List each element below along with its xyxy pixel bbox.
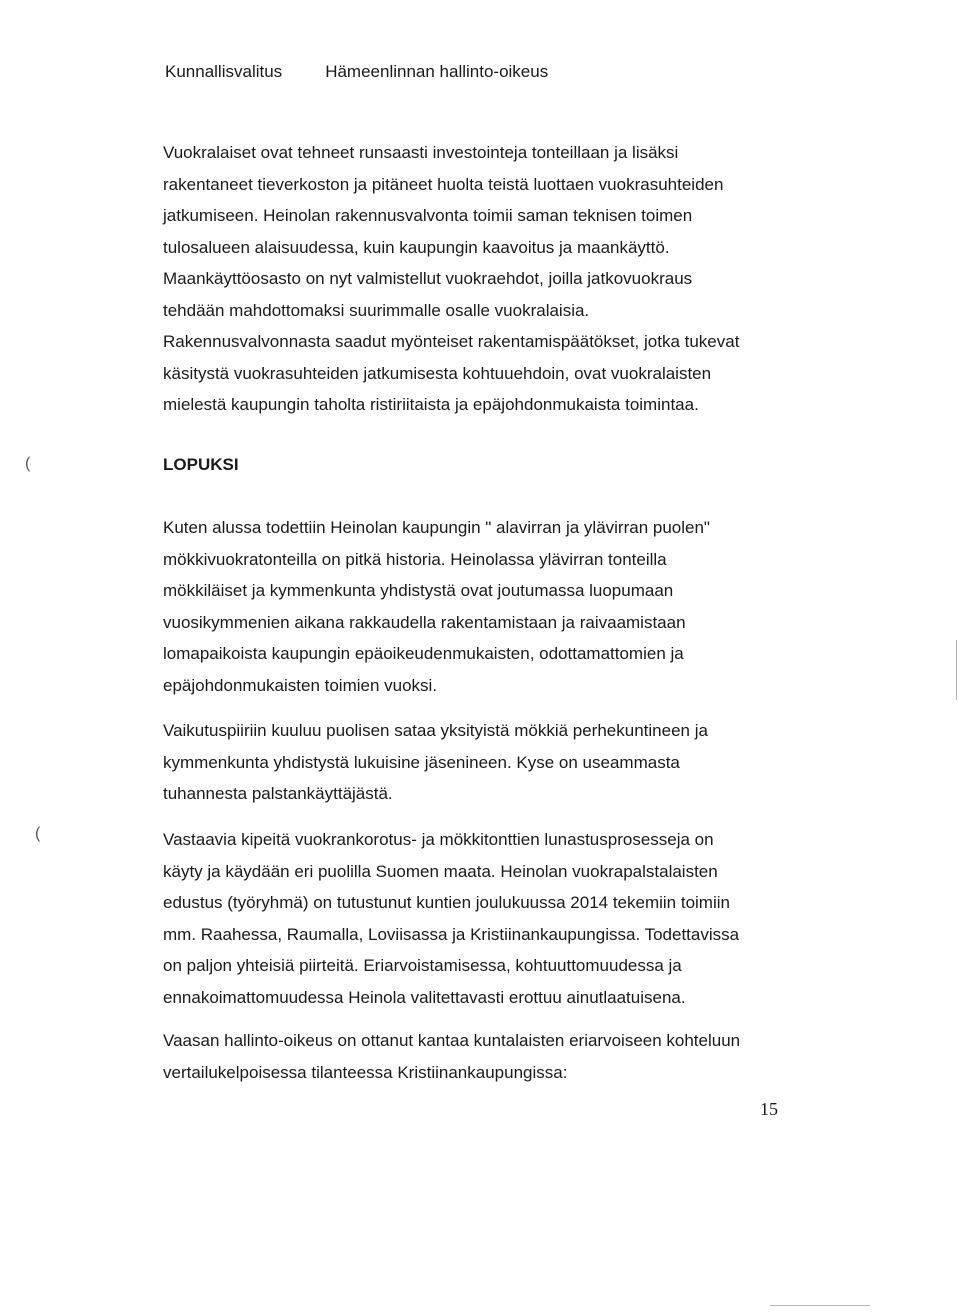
scan-bottom-rule <box>770 1305 870 1306</box>
paragraph-comparison <box>163 824 803 1013</box>
text-line: rakentaneet tieverkoston ja pitäneet huolta teistä luottaen vuokrasuhteiden <box>163 174 724 194</box>
text-line: jatkumiseen. Heinolan rakennusvalvonta toimii saman teknisen toimen <box>163 206 693 225</box>
text-line: lomapaikoista kaupungin epäoikeudenmukaisten, odottamattomien ja <box>163 644 684 663</box>
text-line: on paljon yhteisiä piirteitä. Eriarvoistamisessa, kohtuuttomuudessa ja <box>163 956 682 975</box>
margin-mark: ( <box>25 455 31 472</box>
document-type: Kunnallisvalitus <box>165 62 283 81</box>
text-line: epäjohdonmukaisten toimien vuoksi. <box>163 675 438 695</box>
text-line: Vaikutuspiiriin kuuluu puolisen sataa yksityistä mökkiä perhekuntineen ja <box>163 721 708 740</box>
text-line: Vastaavia kipeitä vuokrankorotus- ja mökkitonttien lunastusprosesseja on <box>163 830 714 849</box>
text-line: mm. Raahessa, Raumalla, Loviisassa ja Kristiinankaupungissa. Todettavissa <box>163 924 740 944</box>
recipient-court: Hämeenlinnan hallinto-oikeus <box>325 62 549 81</box>
text-line: tulosalueen alaisuudessa, kuin kaupungin kaavoitus ja maankäyttö. <box>163 237 670 257</box>
text-line: käsitystä vuokrasuhteiden jatkumisesta kohtuuehdoin, ovat vuokralaisten <box>163 363 712 383</box>
text-line: Vuokralaiset ovat tehneet runsaasti investointeja tonteillaan ja lisäksi <box>163 143 679 162</box>
scan-edge-line <box>956 640 957 700</box>
text-line: käyty ja käydään eri puolilla Suomen maata. Heinolan vuokrapalstalaisten <box>163 861 718 881</box>
paragraph-investments <box>163 137 803 421</box>
section-heading: LOPUKSI <box>163 455 239 474</box>
text-line: Maankäyttöosasto on nyt valmistellut vuokraehdot, joilla jatkovuokraus <box>163 269 693 288</box>
text-line: tuhannesta palstankäyttäjästä. <box>163 784 393 803</box>
text-line: ennakoimattomuudessa Heinola valitettavasti erottuu ainutlaatuisena. <box>163 987 686 1007</box>
text-line: tehdään mahdottomaksi suurimmalle osalle vuokralaisia. <box>163 300 590 320</box>
text-line: Kuten alussa todettiin Heinolan kaupungin " alavirran ja ylävirran puolen" <box>163 518 710 537</box>
text-line: mielestä kaupungin taholta ristiriitaista ja epäjohdonmukaista toimintaa. <box>163 395 699 414</box>
paragraph-court-opinion <box>163 1025 803 1088</box>
paragraph-impact <box>163 715 803 810</box>
text-line: Rakennusvalvonnasta saadut myönteiset rakentamispäätökset, jotka tukevat <box>163 332 740 351</box>
document-header <box>165 60 548 84</box>
margin-mark: ( <box>35 825 41 842</box>
text-line: mökkiläiset ja kymmenkunta yhdistystä ovat joutumassa luopumaan <box>163 581 674 600</box>
text-line: kymmenkunta yhdistystä lukuisine jäsenineen. Kyse on useammasta <box>163 752 680 772</box>
page-number: 15 <box>760 1099 778 1119</box>
text-line: vertailukelpoisessa tilanteessa Kristiinankaupungissa: <box>163 1062 568 1082</box>
text-line: mökkivuokratonteilla on pitkä historia. Heinolassa ylävirran tonteilla <box>163 549 667 569</box>
paragraph-history <box>163 512 803 701</box>
text-line: vuosikymmenien aikana rakkaudella rakentamistaan ja raivaamistaan <box>163 612 686 632</box>
text-line: Vaasan hallinto-oikeus on ottanut kantaa kuntalaisten eriarvoiseen kohteluun <box>163 1031 741 1050</box>
text-line: edustus (työryhmä) on tutustunut kuntien joulukuussa 2014 tekemiin toimiin <box>163 893 730 912</box>
